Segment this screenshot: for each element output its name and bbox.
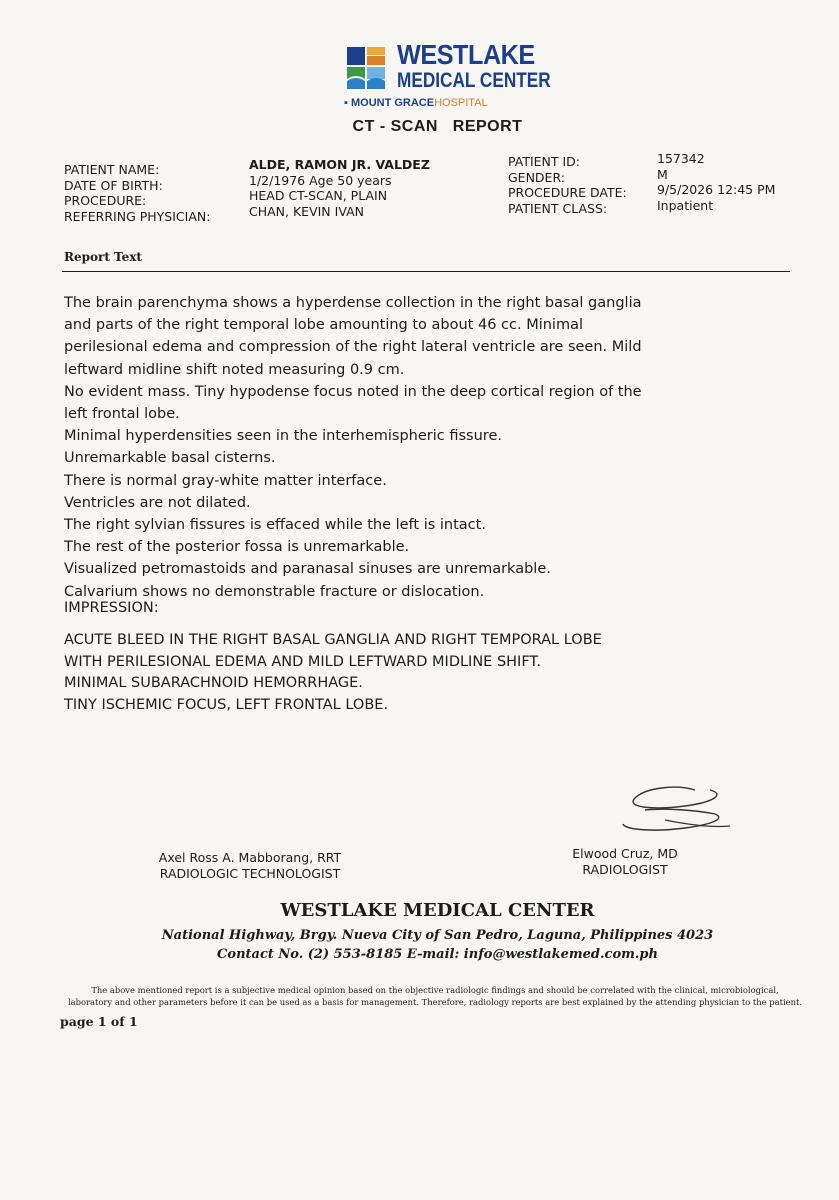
- page-number: page 1 of 1: [60, 1014, 138, 1029]
- findings-line: Ventricles are not dilated.: [64, 494, 251, 511]
- footer-contact: Contact No. (2) 553-8185 E-mail: info@westlakemed.com.ph: [217, 947, 658, 962]
- hospital-logo: [340, 39, 551, 112]
- procedure-label: PROCEDURE:: [64, 193, 147, 208]
- impression-line: WITH PERILESIONAL EDEMA AND MILD LEFTWARD MIDLINE SHIFT.: [64, 653, 542, 670]
- impression-line: ACUTE BLEED IN THE RIGHT BASAL GANGLIA AND RIGHT TEMPORAL LOBE: [64, 632, 602, 648]
- radiologist-signature-block: [540, 846, 710, 878]
- report-text-label: Report Text: [64, 250, 142, 264]
- technologist-name: Axel Ross A. Mabborang, RRT: [158, 850, 342, 865]
- findings-line: Unremarkable basal cisterns.: [64, 450, 276, 467]
- patient-labels-left: [64, 162, 210, 224]
- findings-line: leftward midline shift noted measuring 0.9 cm.: [64, 361, 405, 378]
- footer-address-block: [0, 926, 839, 964]
- gender-label: GENDER:: [508, 169, 565, 185]
- gender-value: M: [657, 166, 668, 182]
- patient-values-right: [657, 151, 775, 213]
- findings-line: The brain parenchyma shows a hyperdense collection in the right basal ganglia: [64, 295, 642, 311]
- physician-value: CHAN, KEVIN IVAN: [249, 203, 364, 219]
- physician-label: REFERRING PHYSICIAN:: [64, 208, 211, 224]
- logo-sub-hospital: HOSPITAL: [434, 97, 488, 109]
- logo-mark-icon: [345, 45, 391, 91]
- patient-values-left: [249, 157, 430, 219]
- findings-line: The rest of the posterior fossa is unremarkable.: [64, 539, 410, 556]
- dob-value: 1/2/1976 Age 50 years: [249, 172, 392, 188]
- impression-line: TINY ISCHEMIC FOCUS, LEFT FRONTAL LOBE.: [64, 696, 389, 713]
- patient-id-value: 157342: [657, 151, 705, 166]
- technologist-signature-block: [140, 850, 360, 882]
- disclaimer-line: The above mentioned report is a subjective medical opinion based on the objective radiologic findings and should be correlated with the clinical, microbiological,: [91, 985, 779, 995]
- findings-line: There is normal gray-white matter interface.: [64, 472, 387, 489]
- dob-label: DATE OF BIRTH:: [64, 177, 163, 193]
- patient-class-value: Inpatient: [657, 197, 714, 213]
- footer-address: National Highway, Brgy. Nueva City of San Pedro, Laguna, Philippines 4023: [161, 928, 714, 943]
- findings: [64, 292, 764, 603]
- logo-sub-mount-grace: MOUNT GRACE: [350, 97, 435, 109]
- patient-labels-right: [508, 154, 627, 216]
- patient-name-label: PATIENT NAME:: [64, 162, 160, 177]
- impression-line: MINIMAL SUBARACHNOID HEMORRHAGE.: [64, 675, 363, 691]
- radiologist-signature: [615, 780, 735, 842]
- patient-name: ALDE, RAMON JR. VALDEZ: [249, 157, 430, 172]
- patient-class-label: PATIENT CLASS:: [508, 200, 608, 216]
- radiologist-name: Elwood Cruz, MD: [572, 846, 678, 861]
- patient-id-label: PATIENT ID:: [508, 154, 581, 169]
- findings-line: No evident mass. Tiny hypodense focus noted in the deep cortical region of the: [64, 383, 642, 400]
- footer-center-name: WESTLAKE MEDICAL CENTER: [280, 900, 595, 921]
- impression-heading: IMPRESSION:: [64, 600, 159, 616]
- findings-line: left frontal lobe.: [64, 406, 180, 423]
- disclaimer: [40, 984, 830, 1008]
- procedure-date-label: PROCEDURE DATE:: [508, 185, 627, 200]
- report-title: CT - SCAN REPORT: [352, 118, 523, 135]
- logo-text-medical-center: MEDICAL CENTER: [397, 69, 551, 92]
- divider: [62, 271, 790, 272]
- findings-line: Minimal hyperdensities seen in the interhemispheric fissure.: [64, 428, 502, 445]
- findings-line: Visualized petromastoids and paranasal sinuses are unremarkable.: [64, 561, 551, 578]
- logo-subtitle: ▪ MOUNT GRACEHOSPITAL: [344, 97, 488, 109]
- procedure-date-value: 9/5/2026 12:45 PM: [657, 182, 776, 197]
- impression: [64, 630, 602, 716]
- technologist-title: RADIOLOGIC TECHNOLOGIST: [159, 866, 341, 881]
- procedure-value: HEAD CT-SCAN, PLAIN: [249, 188, 388, 203]
- disclaimer-line: laboratory and other parameters before it can be used as a basis for management. Therefore, radiology reports are best explained by the attending physician to the patient.: [67, 997, 803, 1007]
- findings-line: Calvarium shows no demonstrable fracture or dislocation.: [64, 583, 485, 600]
- findings-line: perilesional edema and compression of the right lateral ventricle are seen. Mild: [64, 339, 642, 356]
- findings-line: and parts of the right temporal lobe amounting to about 46 cc. Minimal: [64, 317, 583, 334]
- logo-text-westlake: WESTLAKE: [397, 39, 535, 70]
- findings-line: The right sylvian fissures is effaced while the left is intact.: [64, 517, 486, 534]
- radiologist-title: RADIOLOGIST: [582, 862, 668, 877]
